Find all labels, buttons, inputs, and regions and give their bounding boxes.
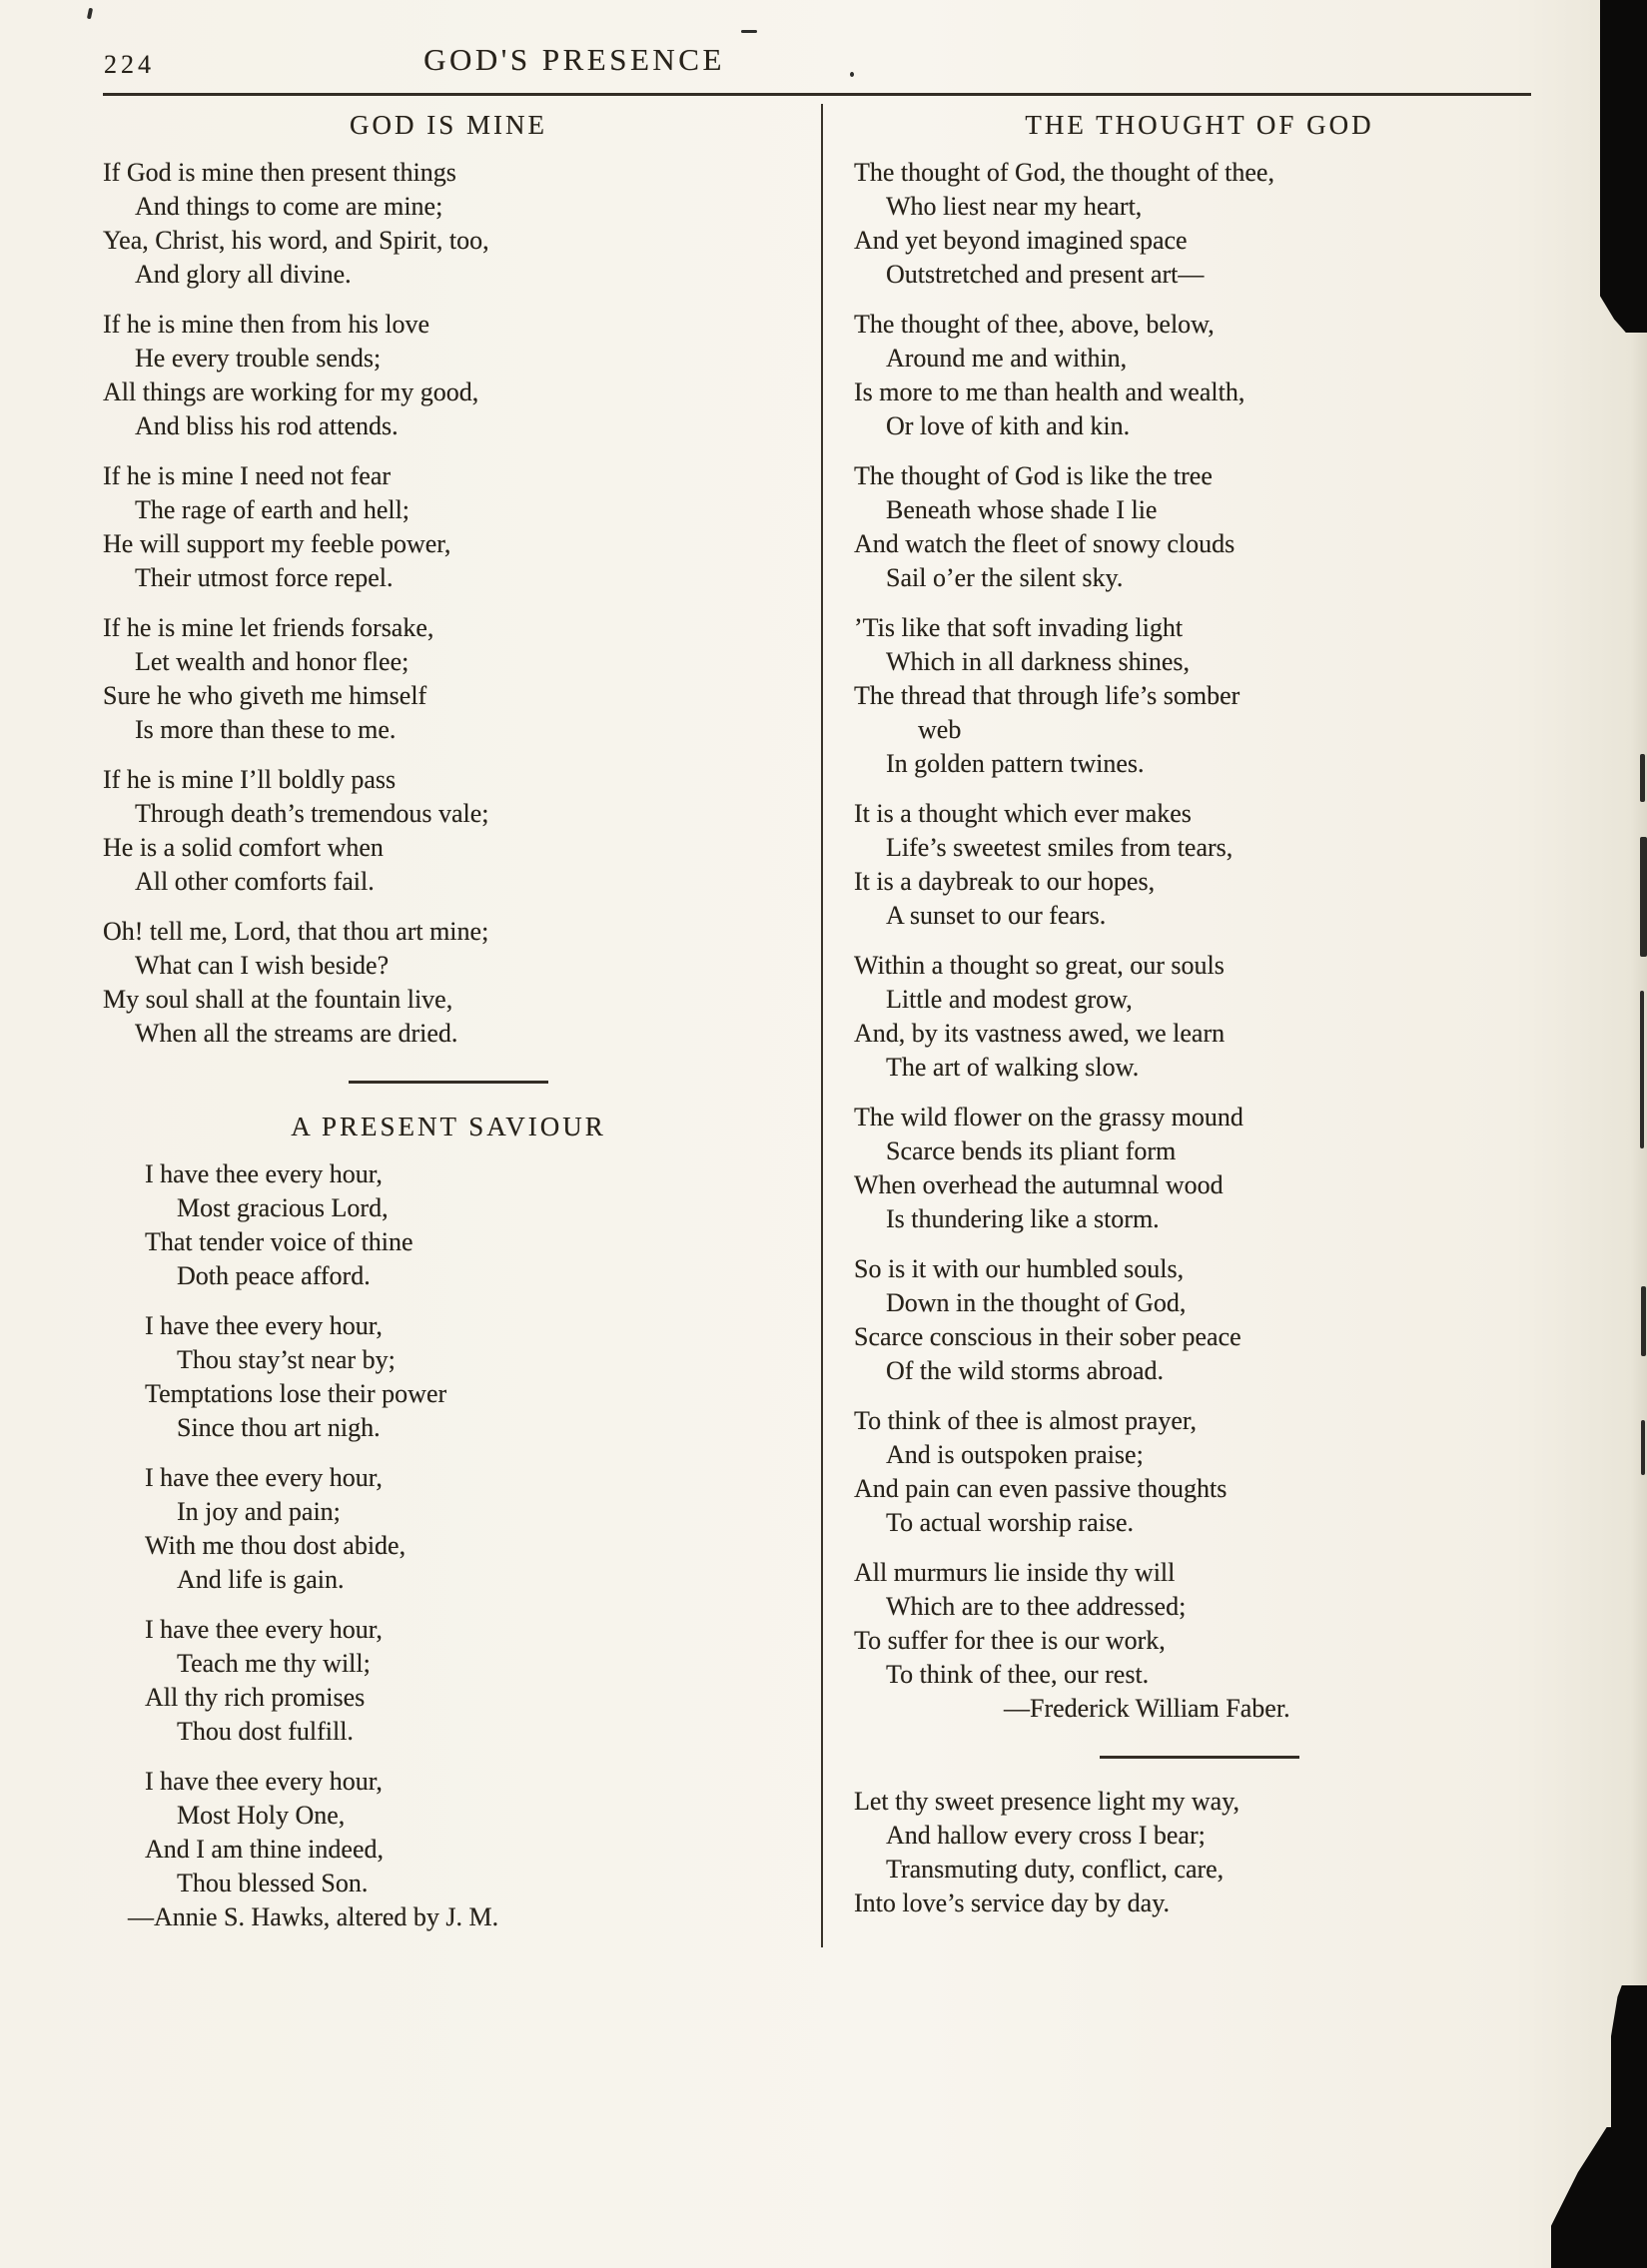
poem-line: Into love’s service day by day. bbox=[854, 1889, 1170, 1917]
poem-line: Let wealth and honor flee; bbox=[135, 647, 410, 676]
poem-line: He will support my feeble power, bbox=[103, 529, 451, 558]
poem-line: And watch the fleet of snowy clouds bbox=[854, 529, 1235, 558]
page-number: 224 bbox=[104, 50, 155, 79]
poem-stanza bbox=[145, 1309, 794, 1445]
poem bbox=[103, 156, 794, 1051]
poem-line: To think of thee is almost prayer, bbox=[854, 1406, 1198, 1435]
poem-line: And life is gain. bbox=[177, 1565, 345, 1594]
poem-line: And, by its vastness awed, we learn bbox=[854, 1019, 1226, 1048]
poem-stanza bbox=[103, 156, 794, 292]
scan-artifact bbox=[1600, 0, 1647, 333]
scan-speck bbox=[87, 8, 93, 20]
poem-stanza bbox=[145, 1461, 794, 1597]
poem-title: A PRESENT SAVIOUR bbox=[291, 1112, 606, 1141]
poem-stanza bbox=[854, 611, 1545, 781]
poem-line: With me thou dost abide, bbox=[145, 1531, 407, 1560]
poem-line: Let thy sweet presence light my way, bbox=[854, 1787, 1240, 1816]
poem-line: Little and modest grow, bbox=[886, 985, 1133, 1014]
poem-line: Which are to thee addressed; bbox=[886, 1592, 1187, 1621]
poem-line: In joy and pain; bbox=[177, 1497, 341, 1526]
poem-line: All things are working for my good, bbox=[103, 378, 479, 406]
poem-line: So is it with our humbled souls, bbox=[854, 1254, 1185, 1283]
poem-line: Around me and within, bbox=[886, 344, 1128, 373]
poem-line: Transmuting duty, conflict, care, bbox=[886, 1855, 1225, 1884]
poem-line: Down in the thought of God, bbox=[886, 1288, 1187, 1317]
poem-line: When overhead the autumnal wood bbox=[854, 1170, 1224, 1199]
poem-line: What can I wish beside? bbox=[135, 951, 390, 980]
poem-line: Through death’s tremendous vale; bbox=[135, 799, 489, 828]
section-divider-rule bbox=[349, 1081, 548, 1084]
poem-stanza bbox=[103, 763, 794, 899]
poem-line: ’Tis like that soft invading light bbox=[854, 613, 1184, 642]
poem-line: It is a daybreak to our hopes, bbox=[854, 867, 1156, 896]
poem-line: And is outspoken praise; bbox=[886, 1440, 1144, 1469]
poem-line: All other comforts fail. bbox=[135, 867, 375, 896]
poem-title: THE THOUGHT OF GOD bbox=[1025, 110, 1374, 140]
poem-line: The thread that through life’s somber bbox=[854, 681, 1240, 710]
poem-line: He is a solid comfort when bbox=[103, 833, 384, 862]
poem-stanza bbox=[854, 1404, 1545, 1540]
column-divider-rule bbox=[821, 104, 823, 1947]
poem-line: Temptations lose their power bbox=[145, 1379, 447, 1408]
poem-line: I have thee every hour, bbox=[145, 1615, 383, 1644]
poem-stanza bbox=[145, 1157, 794, 1293]
poem-stanza bbox=[103, 459, 794, 595]
poem-line: Is more than these to me. bbox=[135, 715, 397, 744]
poem-line: And things to come are mine; bbox=[135, 192, 443, 221]
poem-stanza bbox=[854, 949, 1545, 1085]
poem-line: Yea, Christ, his word, and Spirit, too, bbox=[103, 226, 489, 255]
poem-line: My soul shall at the fountain live, bbox=[103, 985, 453, 1014]
poem-line: To actual worship raise. bbox=[886, 1508, 1134, 1537]
poem-line: Outstretched and present art— bbox=[886, 260, 1205, 289]
scan-speck bbox=[1640, 837, 1647, 957]
poem-line: Life’s sweetest smiles from tears, bbox=[886, 833, 1234, 862]
poem-line: The thought of God, the thought of thee, bbox=[854, 158, 1274, 187]
poem-stanza bbox=[854, 1252, 1545, 1388]
poem-line: Since thou art nigh. bbox=[177, 1413, 381, 1442]
left-column bbox=[103, 106, 794, 1950]
poem-line: All murmurs lie inside thy will bbox=[854, 1558, 1176, 1587]
scan-artifact bbox=[1551, 2127, 1647, 2268]
poem bbox=[854, 156, 1545, 1726]
poem-attribution: —Annie S. Hawks, altered by J. M. bbox=[128, 1902, 499, 1931]
right-column bbox=[854, 106, 1545, 1936]
poem-stanza bbox=[103, 915, 794, 1051]
poem-line: Is thundering like a storm. bbox=[886, 1204, 1160, 1233]
poem-stanza bbox=[854, 1101, 1545, 1236]
poem-stanza bbox=[854, 156, 1545, 292]
poem-line: When all the streams are dried. bbox=[135, 1019, 458, 1048]
poem-stanza bbox=[103, 611, 794, 747]
poem-stanza bbox=[145, 1613, 794, 1749]
poem-line: Oh! tell me, Lord, that thou art mine; bbox=[103, 917, 489, 946]
poem-line: That tender voice of thine bbox=[145, 1227, 413, 1256]
poem-stanza bbox=[103, 308, 794, 443]
poem-line: Is more to me than health and wealth, bbox=[854, 378, 1245, 406]
poem-line: And glory all divine. bbox=[135, 260, 352, 289]
scan-speck bbox=[741, 30, 757, 33]
scan-speck bbox=[1641, 1286, 1646, 1356]
poem-line: Scarce conscious in their sober peace bbox=[854, 1322, 1241, 1351]
poem-attribution: —Frederick William Faber. bbox=[1004, 1694, 1290, 1723]
poem-line: Thou stay’st near by; bbox=[177, 1345, 396, 1374]
poem-line: The art of walking slow. bbox=[886, 1053, 1140, 1082]
poem-line: Their utmost force repel. bbox=[135, 563, 394, 592]
poem-line: Thou blessed Son. bbox=[177, 1869, 369, 1897]
poem-line: Of the wild storms abroad. bbox=[886, 1356, 1165, 1385]
poem-line: web bbox=[918, 715, 962, 744]
poem-line: Doth peace afford. bbox=[177, 1261, 371, 1290]
poem-line: If he is mine I need not fear bbox=[103, 461, 392, 490]
poem-line: Thou dost fulfill. bbox=[177, 1717, 354, 1746]
poem-line: If he is mine let friends forsake, bbox=[103, 613, 434, 642]
poem-line: Or love of kith and kin. bbox=[886, 411, 1131, 440]
poem-line: In golden pattern twines. bbox=[886, 749, 1145, 778]
poem-line: Scarce bends its pliant form bbox=[886, 1136, 1177, 1165]
poem-line: And pain can even passive thoughts bbox=[854, 1474, 1228, 1503]
poem-line: I have thee every hour, bbox=[145, 1159, 383, 1188]
scan-speck bbox=[850, 72, 854, 77]
poem-stanza bbox=[854, 1785, 1545, 1920]
poem-line: It is a thought which ever makes bbox=[854, 799, 1192, 828]
poem-line: If he is mine then from his love bbox=[103, 310, 430, 339]
poem-line: Teach me thy will; bbox=[177, 1649, 371, 1678]
poem-line: A sunset to our fears. bbox=[886, 901, 1107, 930]
poem-line: Sail o’er the silent sky. bbox=[886, 563, 1124, 592]
poem-line: Sure he who giveth me himself bbox=[103, 681, 427, 710]
poem-stanza bbox=[854, 1556, 1545, 1726]
poem-line: If God is mine then present things bbox=[103, 158, 456, 187]
header-rule bbox=[103, 93, 1531, 96]
poem-line: Most Holy One, bbox=[177, 1801, 346, 1830]
poem bbox=[128, 1157, 794, 1934]
poem-line: The wild flower on the grassy mound bbox=[854, 1103, 1243, 1132]
poem-line: Within a thought so great, our souls bbox=[854, 951, 1225, 980]
poem-line: Which in all darkness shines, bbox=[886, 647, 1190, 676]
poem-stanza bbox=[854, 459, 1545, 595]
scan-speck bbox=[1640, 991, 1644, 1148]
poem-line: He every trouble sends; bbox=[135, 344, 382, 373]
poem-line: If he is mine I’ll boldly pass bbox=[103, 765, 397, 794]
poem-line: And bliss his rod attends. bbox=[135, 411, 399, 440]
poem-line: And I am thine indeed, bbox=[145, 1835, 384, 1864]
poem-line: The rage of earth and hell; bbox=[135, 495, 411, 524]
poem-line: I have thee every hour, bbox=[145, 1311, 383, 1340]
scan-speck bbox=[1640, 754, 1645, 802]
poem-line: And hallow every cross I bear; bbox=[886, 1821, 1206, 1850]
poem-line: To suffer for thee is our work, bbox=[854, 1626, 1166, 1655]
poem-line: The thought of thee, above, below, bbox=[854, 310, 1215, 339]
poem-line: Beneath whose shade I lie bbox=[886, 495, 1158, 524]
poem-line: To think of thee, our rest. bbox=[886, 1660, 1150, 1689]
poem bbox=[854, 1785, 1545, 1920]
poem-line: The thought of God is like the tree bbox=[854, 461, 1213, 490]
poem-stanza bbox=[854, 308, 1545, 443]
poem-line: All thy rich promises bbox=[145, 1683, 366, 1712]
poem-line: I have thee every hour, bbox=[145, 1463, 383, 1492]
poem-stanza bbox=[128, 1765, 794, 1934]
poem-line: Who liest near my heart, bbox=[886, 192, 1143, 221]
page-header-title: GOD'S PRESENCE bbox=[423, 42, 725, 77]
scan-speck bbox=[1641, 1420, 1645, 1475]
section-divider-rule bbox=[1100, 1756, 1299, 1759]
poem-line: I have thee every hour, bbox=[145, 1767, 383, 1796]
poem-title: GOD IS MINE bbox=[350, 110, 547, 140]
poem-line: And yet beyond imagined space bbox=[854, 226, 1188, 255]
poem-line: Most gracious Lord, bbox=[177, 1193, 389, 1222]
poem-stanza bbox=[854, 797, 1545, 933]
